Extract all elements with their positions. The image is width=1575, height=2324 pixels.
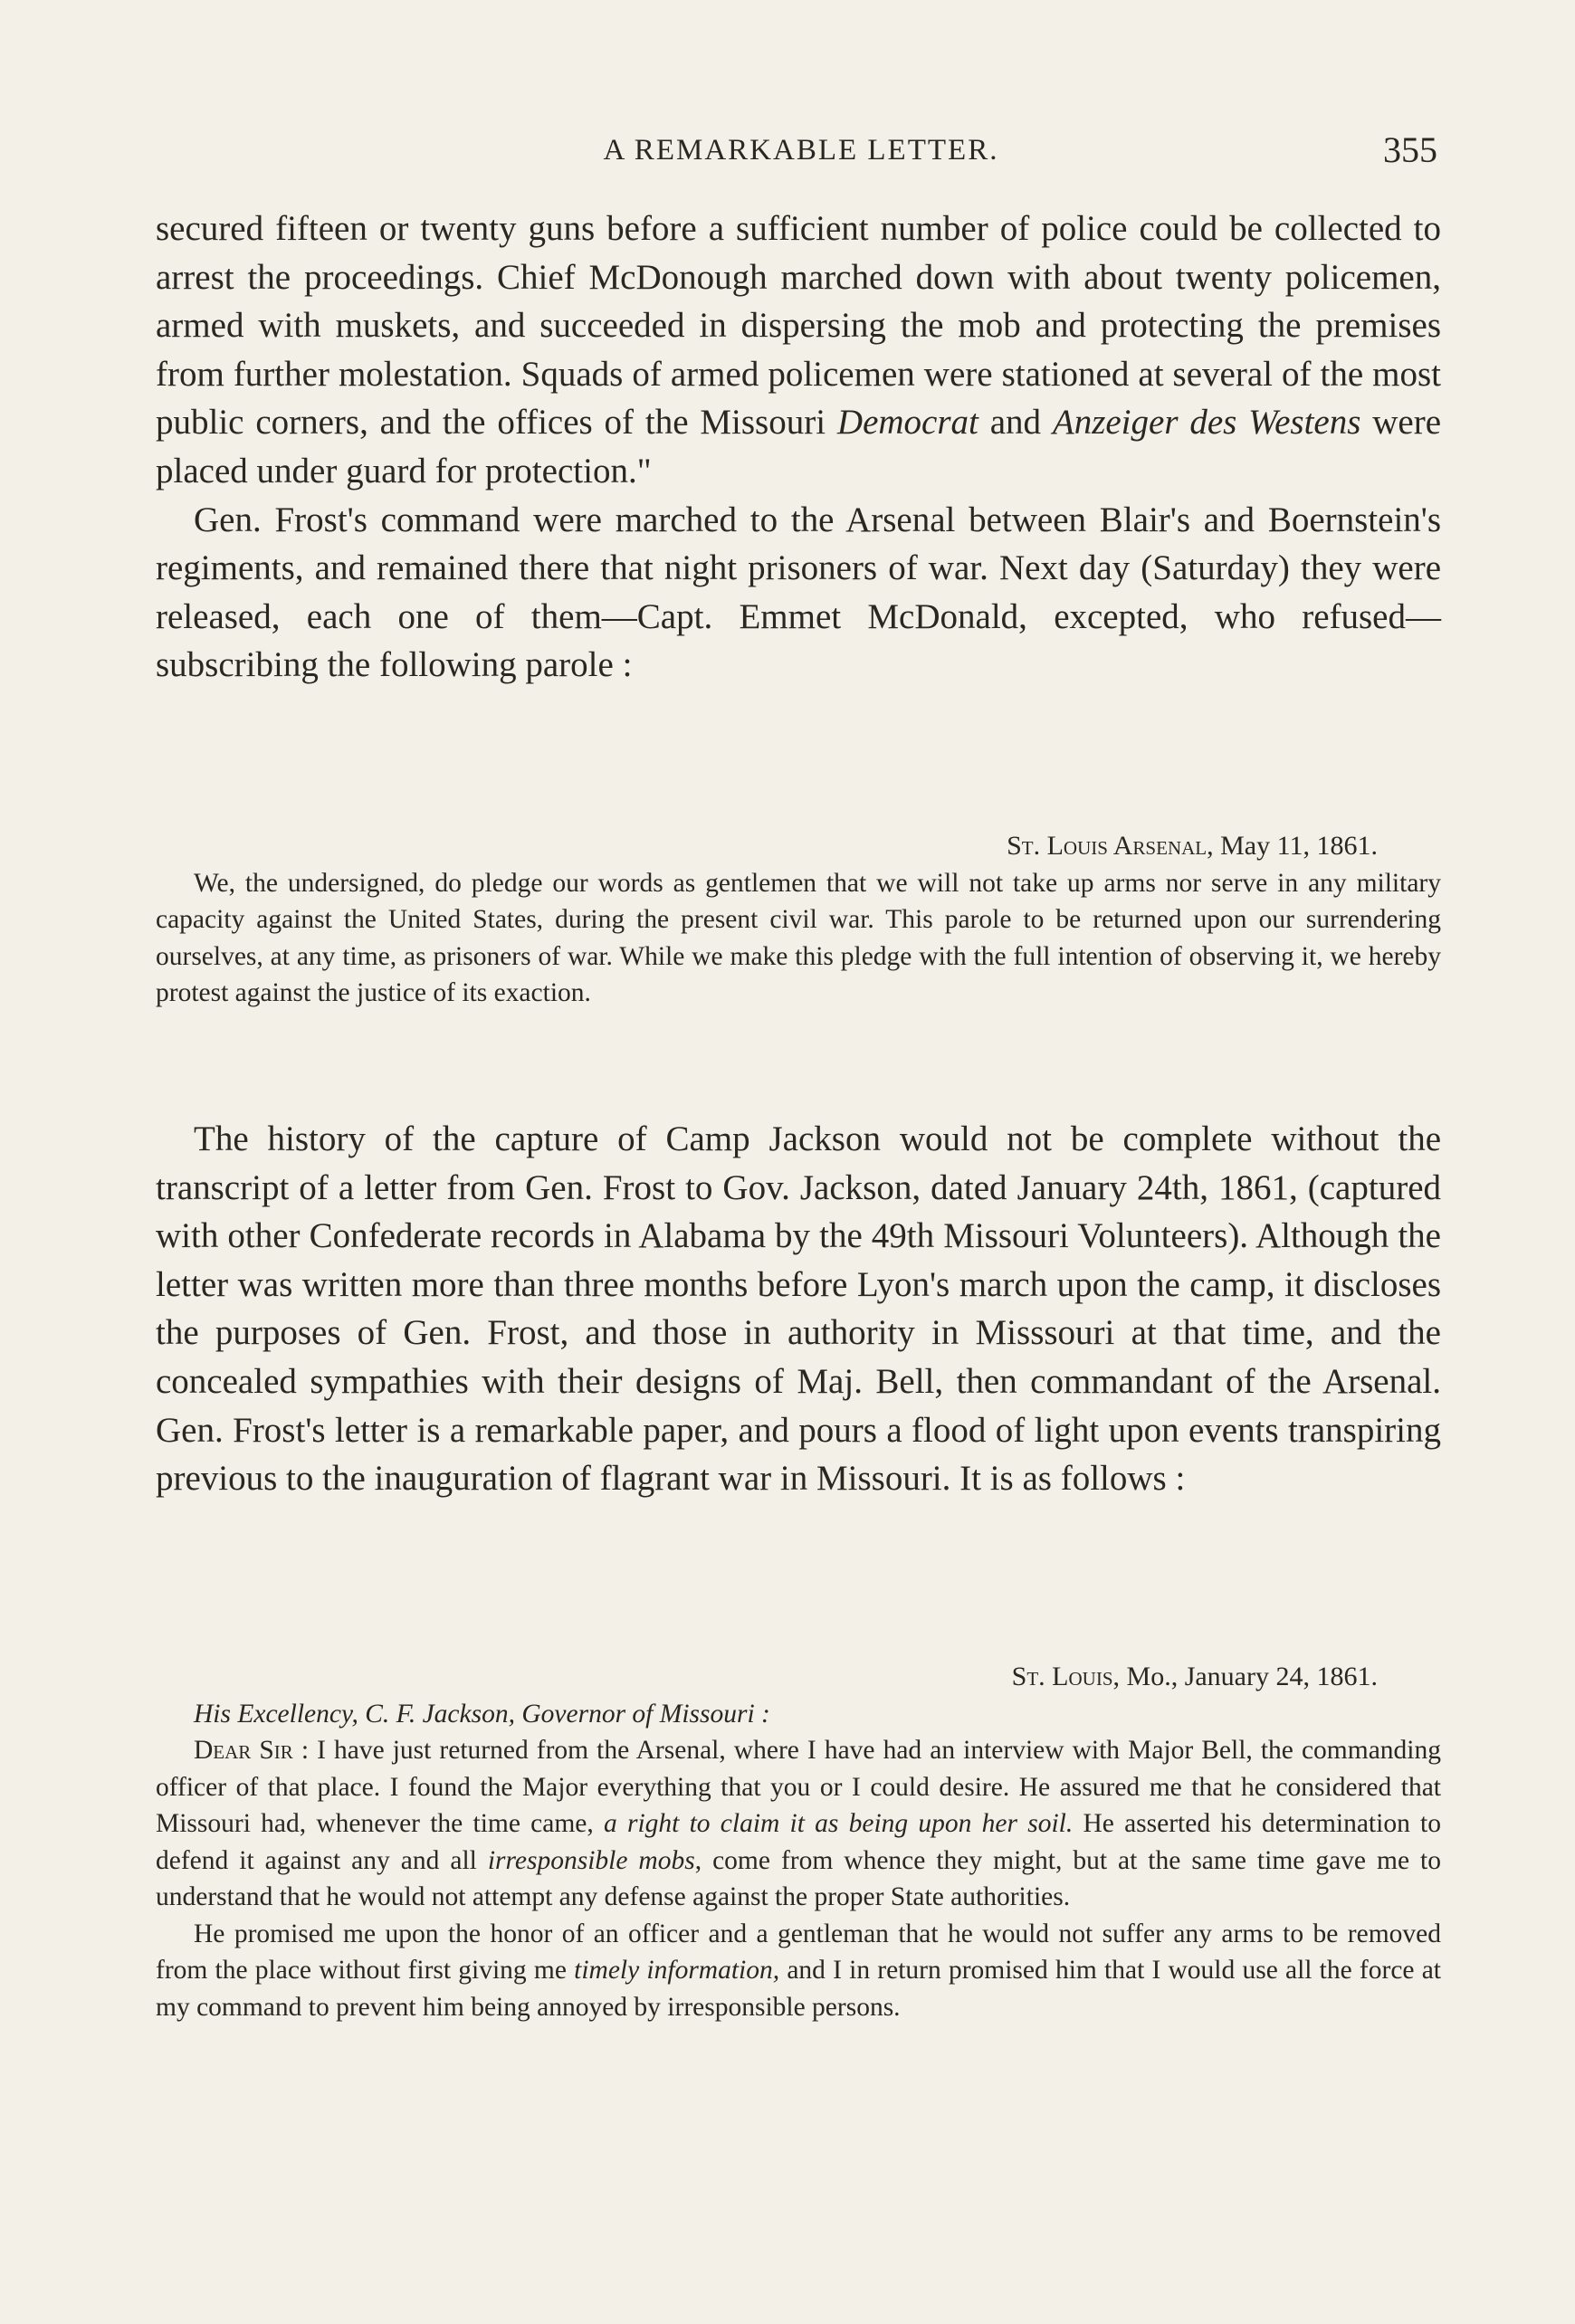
letter-text: and I in return promised him that I would use all the force at my command to prevent him being annoyed by irresponsible persons. xyxy=(156,1956,1442,2022)
letter-text: I have just returned from the Arsenal, where I have had an interview with Major Bell, the commanding officer of that place. I found the Major everything that you or I could desire. He assured me that he considered that Missouri had, whenever the time came, xyxy=(156,1736,1441,1838)
newspaper-title: Democrat xyxy=(836,403,978,443)
page-number: 355 xyxy=(1383,129,1437,170)
paragraph-text: and xyxy=(978,403,1053,443)
addressee-text: His Excellency, C. F. Jackson, Governor of Missouri : xyxy=(194,1699,770,1729)
letter-emphasis: a right to claim it as being upon her soil. xyxy=(604,1809,1074,1838)
parole-block xyxy=(156,828,1441,1012)
paragraph-continuation xyxy=(156,205,1441,496)
letter-date: Mo., January 24, 1861. xyxy=(1126,1662,1378,1691)
parole-place: St. Louis Arsenal, xyxy=(1007,831,1214,861)
newspaper-title: Anzeiger des Westens xyxy=(1052,403,1361,443)
letter-block xyxy=(156,1659,1441,2025)
paragraph-text: secured fifteen or twenty guns before a sufficient number of police could be collected to arrest the proceedings. Chief McDonough marched down with about twenty policemen, armed with muskets, and succeeded in dispersing the mob and protecting the premises from further molestation. Squads of armed policemen were stationed at several of the most public corners, and the offices of the Missouri xyxy=(156,209,1441,443)
paragraph-text: were placed under guard for protection." xyxy=(156,403,1442,491)
paragraph: The history of the capture of Camp Jackson would not be complete without the transcript of a letter from Gen. Frost to Gov. Jackson, dated January 24th, 1861, (captured with other Confederate records in Alabama by the 49th Missouri Volunteers). Although the letter was written more than three months before Lyon's march upon the camp, it discloses the purposes of Gen. Frost, and those in authority in Misssouri at that time, and the concealed sympathies with their designs of Maj. Bell, then commandant of the Arsenal. Gen. Frost's letter is a remarkable paper, and pours a flood of light upon events transpiring previous to the inauguration of flagrant war in Missouri. It is as follows : xyxy=(156,1119,1441,1499)
letter-text: He asserted his determination to defend it against any and all xyxy=(156,1809,1442,1875)
parole-text: We, the undersigned, do pledge our words as gentlemen that we will not take up arms nor serve in any military capacity against the United States, during the present civil war. This parole to be returned upon our surrendering ourselves, at any time, as prisoners of war. While we make this pledge with the full intention of observing it, we hereby protest against the justice of its exaction. xyxy=(156,868,1441,1007)
letter-emphasis: irresponsible mobs xyxy=(487,1845,695,1875)
parole-date: May 11, 1861. xyxy=(1220,831,1378,861)
letter-text: , come from whence they might, but at the same time gave me to understand that he would not attempt any defense against the proper State authorities. xyxy=(156,1845,1441,1911)
letter-dateline xyxy=(156,1659,1441,1696)
running-head xyxy=(156,129,1446,174)
paragraph: Gen. Frost's command were marched to the Arsenal between Blair's and Boernstein's regiments, and remained there that night prisoners of war. Next day (Saturday) they were released, each one of them—Capt. Emmet McDonald, excepted, who refused—subscribing the following parole : xyxy=(156,500,1441,685)
letter-emphasis: timely information, xyxy=(574,1956,780,1985)
running-title: A REMARKABLE LETTER. xyxy=(603,134,999,167)
parole-dateline xyxy=(156,828,1441,865)
history-paragraph xyxy=(156,1115,1441,1503)
opening-paragraphs xyxy=(156,205,1441,690)
letter-addressee xyxy=(156,1696,1441,1733)
salutation: Dear Sir : xyxy=(194,1736,310,1765)
letter-place: St. Louis, xyxy=(1011,1662,1121,1691)
letter-paragraph-1 xyxy=(156,1732,1441,1916)
letter-paragraph-2 xyxy=(156,1916,1441,2026)
book-page xyxy=(156,0,1446,2324)
letter-text: He promised me upon the honor of an officer and a gentleman that he would not suffer any arms to be removed from the place without first giving me xyxy=(156,1919,1441,1985)
